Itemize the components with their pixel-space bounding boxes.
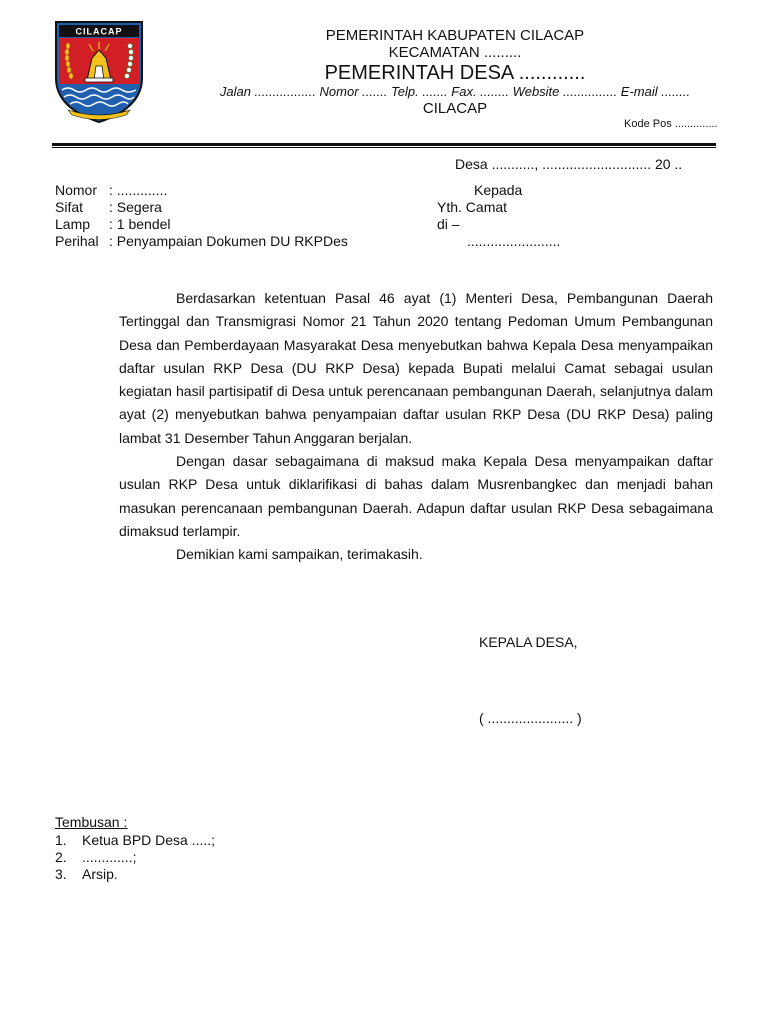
addressee-kepada: Kepada xyxy=(474,182,523,198)
signature-title: KEPALA DESA, xyxy=(479,634,578,650)
body-paragraph-1: Berdasarkan ketentuan Pasal 46 ayat (1) Menteri Desa, Pembangunan Daerah Tertinggal dan Transmigrasi Nomor 21 Tahun 2020 tentang Pedoman Umum Pembangunan Desa dan Pemberdayaan Masyarakat Desa menyebutkan bahwa Kepala Desa menyampaikan daftar usulan RKP Desa (DU RKP Desa) kepada Bupati melalui Camat sebagai usulan kegiatan hasil partisipatif di Desa untuk perencanaan pembangunan Daerah, selanjutnya dalam ayat (2) menyebutkan bahwa penyampaian daftar usulan RKP Desa (DU RKP Desa) paling lambat 31 Desember Tahun Anggaran berjalan. xyxy=(119,290,713,446)
tembusan-item xyxy=(55,832,215,848)
meta-nomor-label: Nomor xyxy=(55,182,98,198)
signature-name-placeholder: ( ...................... ) xyxy=(479,710,582,726)
letterhead-line-district: KECAMATAN ......... xyxy=(388,44,522,61)
meta-perihal-value: : Penyampaian Dokumen DU RKPDes xyxy=(109,233,348,249)
letter-body xyxy=(119,287,713,567)
tembusan-item-number: 2. xyxy=(55,849,67,865)
letterhead-divider-thin xyxy=(52,147,716,148)
tembusan-item-number: 1. xyxy=(55,832,67,848)
meta-lamp-label: Lamp xyxy=(55,216,91,232)
tembusan-item-text: Arsip. xyxy=(82,866,118,882)
meta-perihal-label: Perihal xyxy=(55,233,99,249)
meta-row-perihal xyxy=(55,233,348,249)
meta-row-nomor xyxy=(55,182,167,198)
cilacap-coat-of-arms-logo xyxy=(54,20,144,124)
logo-text: CILACAP xyxy=(75,26,123,37)
tembusan-item-text: Ketua BPD Desa .....; xyxy=(82,832,216,848)
meta-row-sifat xyxy=(55,199,162,215)
letterhead-line-city: CILACAP xyxy=(422,100,488,117)
letterhead-line-address: Jalan ................. Nomor ....... Telp. ....... Fax. ........ Website ............... E-mail ........ xyxy=(219,84,691,99)
letterhead-postal-code: Kode Pos .............. xyxy=(624,118,718,130)
letterhead-divider-thick xyxy=(52,143,716,146)
body-paragraph-2: Dengan dasar sebagaimana di maksud maka Kepala Desa menyampaikan daftar usulan RKP Desa untuk diklarifikasi di bahas dalam Musrenbangkec dan menjadi bahan masukan perencanaan pembangunan Daerah. Adapun daftar usulan RKP Desa sebagaimana dimaksud terlampir. xyxy=(119,453,713,539)
meta-sifat-value: : Segera xyxy=(109,199,162,215)
addressee-recipient: Yth. Camat xyxy=(437,199,508,215)
addressee-di: di – xyxy=(437,216,460,232)
meta-sifat-label: Sifat xyxy=(55,199,84,215)
letter-date: Desa ..........., ............................ 20 .. xyxy=(455,156,683,172)
tembusan-item xyxy=(55,866,118,882)
letterhead-line-regency: PEMERINTAH KABUPATEN CILACAP xyxy=(325,27,585,44)
meta-lamp-value: : 1 bendel xyxy=(109,216,171,232)
body-paragraph-3: Demikian kami sampaikan, terimakasih. xyxy=(176,546,423,563)
tembusan-item xyxy=(55,849,136,865)
meta-row-lamp xyxy=(55,216,171,232)
tembusan-item-text: .............; xyxy=(82,849,137,865)
tembusan-title: Tembusan : xyxy=(55,814,128,830)
tembusan-item-number: 3. xyxy=(55,866,67,882)
meta-nomor-value: : ............. xyxy=(109,182,168,198)
letterhead-line-village-government: PEMERINTAH DESA ............ xyxy=(324,62,586,84)
addressee-place: ........................ xyxy=(467,233,561,249)
